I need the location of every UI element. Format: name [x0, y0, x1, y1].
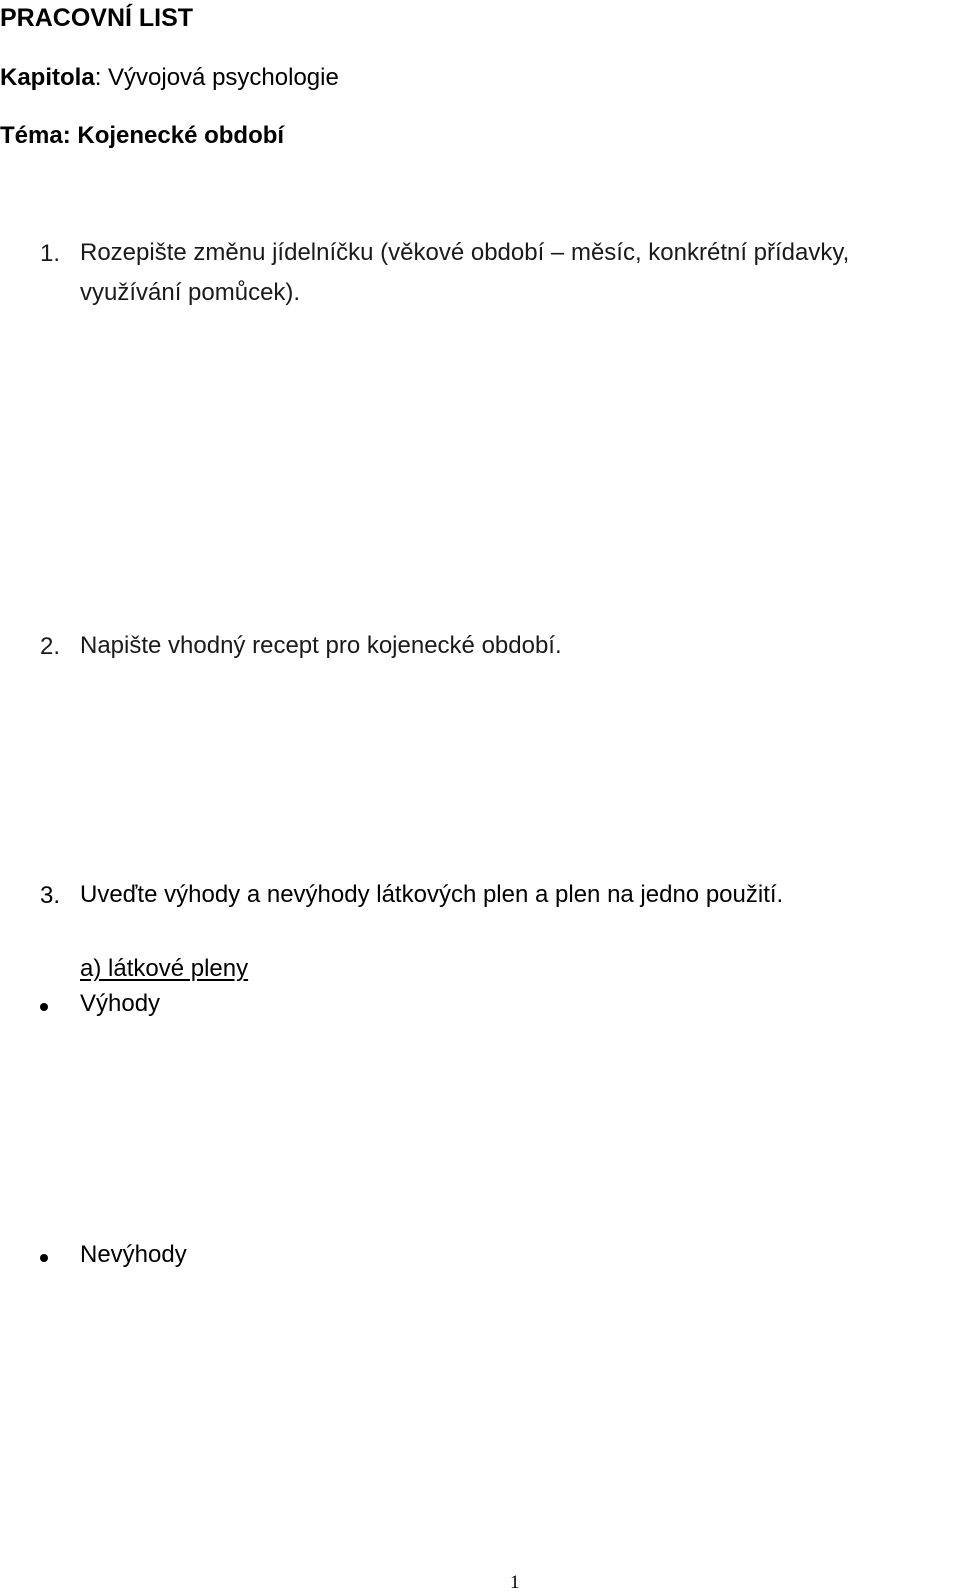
chapter-value: : Vývojová psychologie	[94, 64, 339, 91]
bullet-label: Nevýhody	[80, 1241, 187, 1268]
section-a-heading: a) látkové pleny	[80, 955, 249, 982]
question-text-line: Uveďte výhody a nevýhody látkových plen a plen na jedno použití.	[80, 881, 784, 908]
worksheet-title: PRACOVNÍ LIST	[0, 4, 194, 32]
page-number: 1	[510, 1572, 520, 1593]
bullet-icon	[40, 1003, 48, 1011]
bullet-icon	[40, 1254, 48, 1262]
question-number: 2.	[40, 633, 61, 660]
question-text-line: využívání pomůcek).	[80, 279, 301, 306]
question-text-line: Rozepište změnu jídelníčku (věkové období – měsíc, konkrétní přídavky,	[80, 239, 850, 266]
chapter-label: Kapitola	[0, 64, 95, 91]
question-number: 1.	[40, 240, 61, 267]
chapter-line	[0, 64, 339, 92]
question-text-line: Napište vhodný recept pro kojenecké období.	[80, 632, 562, 659]
question-number: 3.	[40, 882, 61, 909]
topic-line: Téma: Kojenecké období	[0, 122, 285, 149]
bullet-label: Výhody	[80, 990, 161, 1017]
